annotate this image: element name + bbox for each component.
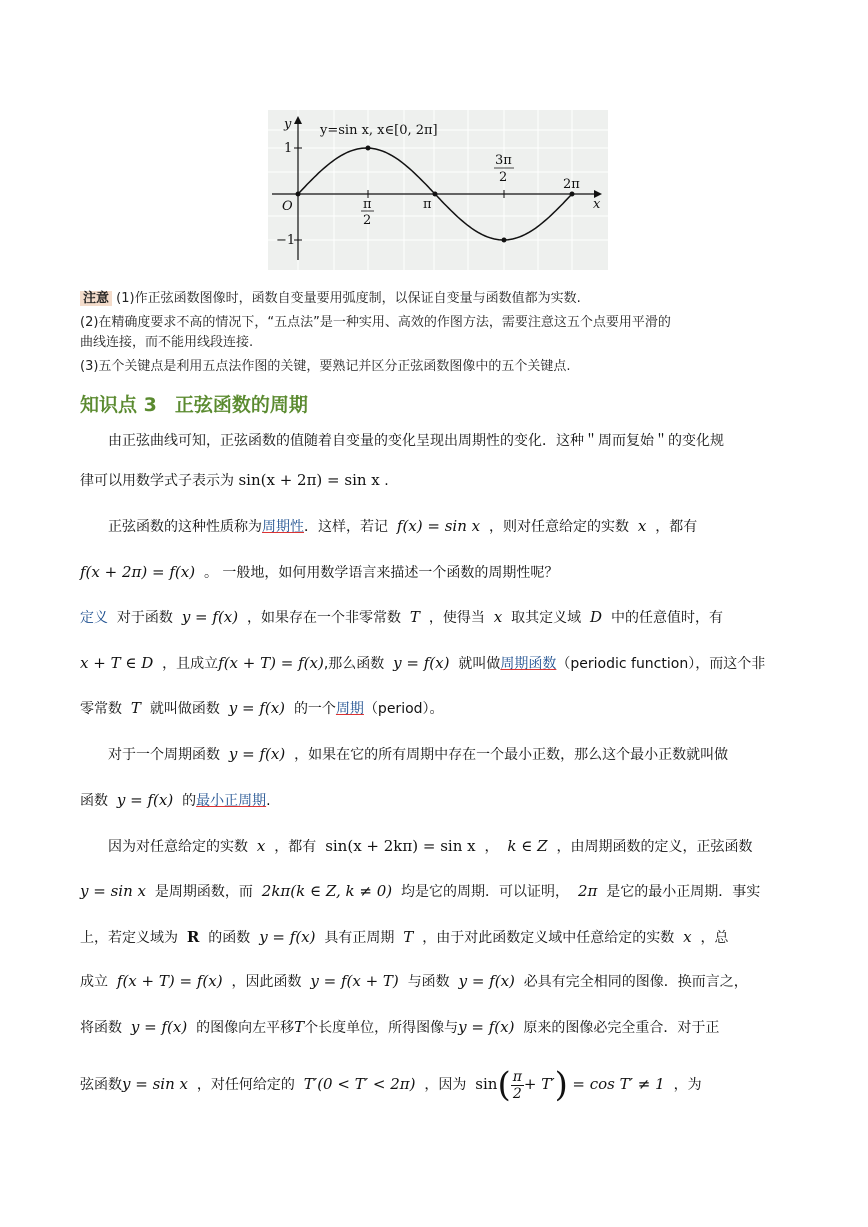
para4-text-n: 成立 [80,974,108,990]
para4-line6 [80,1064,702,1105]
math-2pi: 2π [577,882,598,900]
para3-text-a: 对于一个周期函数 [108,747,220,763]
para1-text: 律可以用数学式子表示为 [80,473,234,489]
def-text-l: 的一个 [293,701,336,717]
math-k-in-Z: k ∈ Z [507,837,548,855]
math-x-2: x [256,837,266,855]
para4-text-c: ， [484,839,499,855]
math-T-4: T [294,1018,305,1036]
math-x: x [637,517,647,535]
def-text-e: 中的任意值时，有 [610,610,723,626]
para4-line1 [108,836,752,857]
para4-text-g: 是它的最小正周期．事实 [606,884,761,900]
para4-text-u: 原来的图像必完全重合．对于正 [523,1020,720,1036]
math-x-3: x [683,928,692,946]
math-2kpi: 2kπ(k ∈ Z, k ≠ 0) [261,882,393,900]
def-text-b: ，如果存在一个非零常数 [247,610,402,626]
para4-text-e: 是周期函数，而 [154,884,253,900]
def-text-j: 零常数 [80,701,122,717]
heading-title: 正弦函数的周期 [174,394,308,416]
math-y-fx-2: y = f(x) [393,654,450,672]
math-T-2: T [130,699,141,717]
math-y-fx-6: y = f(x) [259,928,316,946]
term-periodic-function: 周期函数 [500,656,557,672]
math-x-1: x [493,608,503,626]
para4-text-a: 因为对任意给定的实数 [108,839,248,855]
def-text-g: ,那么函数 [323,656,385,672]
math-R: R [186,928,200,946]
math-y-fx-7: y = f(x) [458,972,515,990]
math-y-sinx-1: y = sin x [80,882,146,900]
math-T-3: T [403,928,414,946]
def-line1 [80,607,723,628]
x-label-pi-half-den: 2 [363,213,372,228]
math-y-fx-1: y = f(x) [181,608,239,626]
math-y-fx-3: y = f(x) [228,699,286,717]
x-label-pi: π [423,197,432,212]
para4-text-q: 必具有完全相同的图像．换而言之， [523,974,748,990]
para4-text-d: ，由周期函数的定义，正弦函数 [556,839,753,855]
para4-line5 [80,1017,719,1038]
section-heading [80,390,308,417]
graph-background [268,110,608,270]
key-point-1 [366,146,371,151]
note-tag: 注意 [80,291,112,306]
math-sin-period: sin(x + 2π) = sin x [238,471,380,489]
y-axis-label: y [284,117,292,132]
x-label-2pi: 2π [563,177,580,192]
def-text-m: （period）。 [363,701,444,717]
math-sin-2kpi: sin(x + 2kπ) = sin x [325,837,476,855]
left-paren: ( [497,1065,511,1105]
para3-line2 [80,790,271,811]
y-label-neg1: −1 [276,233,296,248]
para4-text-v: 弦函数 [80,1077,122,1093]
para2-text-b: ．这样，若记 [304,519,388,535]
def-line2 [80,653,765,674]
para1-end: . [384,473,389,489]
para2-text-c: ，则对任意给定的实数 [489,519,630,535]
para3-text-e: . [266,793,271,809]
def-line3 [80,698,444,719]
term-period: 周期 [335,701,364,717]
def-text-h: 就叫做 [458,656,501,672]
note-line-4: (3)五个关键点是利用五点法作图的关键，要熟记并区分正弦函数图像中的五个关键点. [80,359,571,374]
math-f-def: f(x) = sin x [396,517,481,535]
para4-text-y: ，为 [673,1077,702,1093]
para4-text-k: ，由于对此函数定义域中任意给定的实数 [422,930,675,946]
para1-line1: 由正弦曲线可知，正弦函数的值随着自变量的变化呈现出周期性的变化．这种＂周而复始＂的变化规 [108,433,724,449]
para1-line2 [80,470,389,491]
para4-line3 [80,927,729,948]
def-text-k: 就叫做函数 [149,701,220,717]
right-paren: ) [554,1065,568,1105]
math-sin: sin [475,1075,498,1093]
x-label-pi-half-num: π [363,197,372,212]
x-label-3pi-half-num: 3π [495,153,512,168]
key-point-2 [433,192,438,197]
math-y-sinx-2: y = sin x [122,1075,188,1093]
para4-text-l: ，总 [700,930,729,946]
para4-text-f: 均是它的周期．可以证明， [401,884,570,900]
term-min-positive-period: 最小正周期 [196,793,267,809]
math-cos-T-prime: = cos T′ ≠ 1 [572,1075,665,1093]
para4-line4 [80,971,748,992]
key-point-4 [570,192,575,197]
math-T-1: T [409,608,420,626]
y-label-1: 1 [284,141,293,156]
frac-den: 2 [512,1085,522,1102]
para4-text-i: 的函数 [208,930,251,946]
para4-text-h: 上，若定义域为 [80,930,178,946]
para2-text-a: 正弦函数的这种性质称为 [108,519,262,535]
math-y-fx-8: y = f(x) [130,1018,188,1036]
note-line-3: 曲线连接，而不能用线段连接. [80,335,254,350]
x-axis-label: x [593,197,601,212]
math-plus-T-prime: + T′ [523,1075,555,1093]
para4-text-s: 的图像向左平移 [196,1020,295,1036]
math-y-f-x-plus-T: y = f(x + T) [310,972,399,990]
sine-graph-svg [268,110,608,270]
para4-text-b: ，都有 [274,839,317,855]
def-tag: 定义 [80,610,108,626]
math-y-fx-5: y = f(x) [116,791,174,809]
note-line-2: (2)在精确度要求不高的情况下，“五点法”是一种实用、高效的作图方法，需要注意这五个点要用平滑的 [80,315,671,330]
x-label-3pi-half-den: 2 [499,170,508,185]
def-text-f: ，且成立 [162,656,219,672]
graph-title: y=sin x, x∈[0, 2π] [320,123,438,138]
sine-graph-figure [268,110,608,270]
math-y-fx-9: y = f(x) [458,1018,515,1036]
key-point-0 [296,192,301,197]
math-f-x-plus-T-2: f(x + T) = f(x) [116,972,223,990]
def-text-c: ，使得当 [428,610,485,626]
frac-pi-over-2 [511,1069,524,1102]
para2-line1 [108,516,697,537]
para4-text-o: ，因此函数 [231,974,302,990]
def-text-d: 取其定义域 [511,610,582,626]
para3-text-b: ，如果在它的所有周期中存在一个最小正数，那么这个最小正数就叫做 [294,747,729,763]
para4-text-p: 与函数 [407,974,450,990]
key-point-3 [502,238,507,243]
note-text-1: (1)作正弦函数图像时，函数自变量要用弧度制，以保证自变量与函数值都为实数. [116,291,581,306]
para4-text-j: 具有正周期 [324,930,395,946]
para4-text-r: 将函数 [80,1020,122,1036]
para3-text-d: 的 [182,793,197,809]
term-periodicity: 周期性 [262,519,304,535]
note-line-1 [80,289,581,308]
para3-line1 [108,744,728,765]
para4-text-x: ，因为 [424,1077,467,1093]
math-T-prime-range: T′(0 < T′ < 2π) [303,1075,416,1093]
def-text-a: 对于函数 [116,610,173,626]
para2-text-d: ，都有 [655,519,698,535]
para2-text-e: 。 一般地，如何用数学语言来描述一个函数的周期性呢？ [203,565,559,581]
def-text-i: （periodic function），而这个非 [556,656,766,672]
heading-label: 知识点 3 [80,394,157,416]
para2-line2 [80,562,558,583]
math-y-fx-4: y = f(x) [228,745,286,763]
math-D: D [590,608,603,626]
para4-text-w: ，对任何给定的 [196,1077,295,1093]
math-f-x-plus-T: f(x + T) = f(x) [218,654,324,672]
frac-num: π [512,1068,522,1085]
para4-line2 [80,881,760,902]
math-f-period: f(x + 2π) = f(x) [80,563,196,581]
origin-label: O [282,199,293,214]
para4-text-t: 个长度单位，所得图像与 [304,1020,459,1036]
para3-text-c: 函数 [80,793,108,809]
math-x-plus-T-in-D: x + T ∈ D [80,654,154,672]
